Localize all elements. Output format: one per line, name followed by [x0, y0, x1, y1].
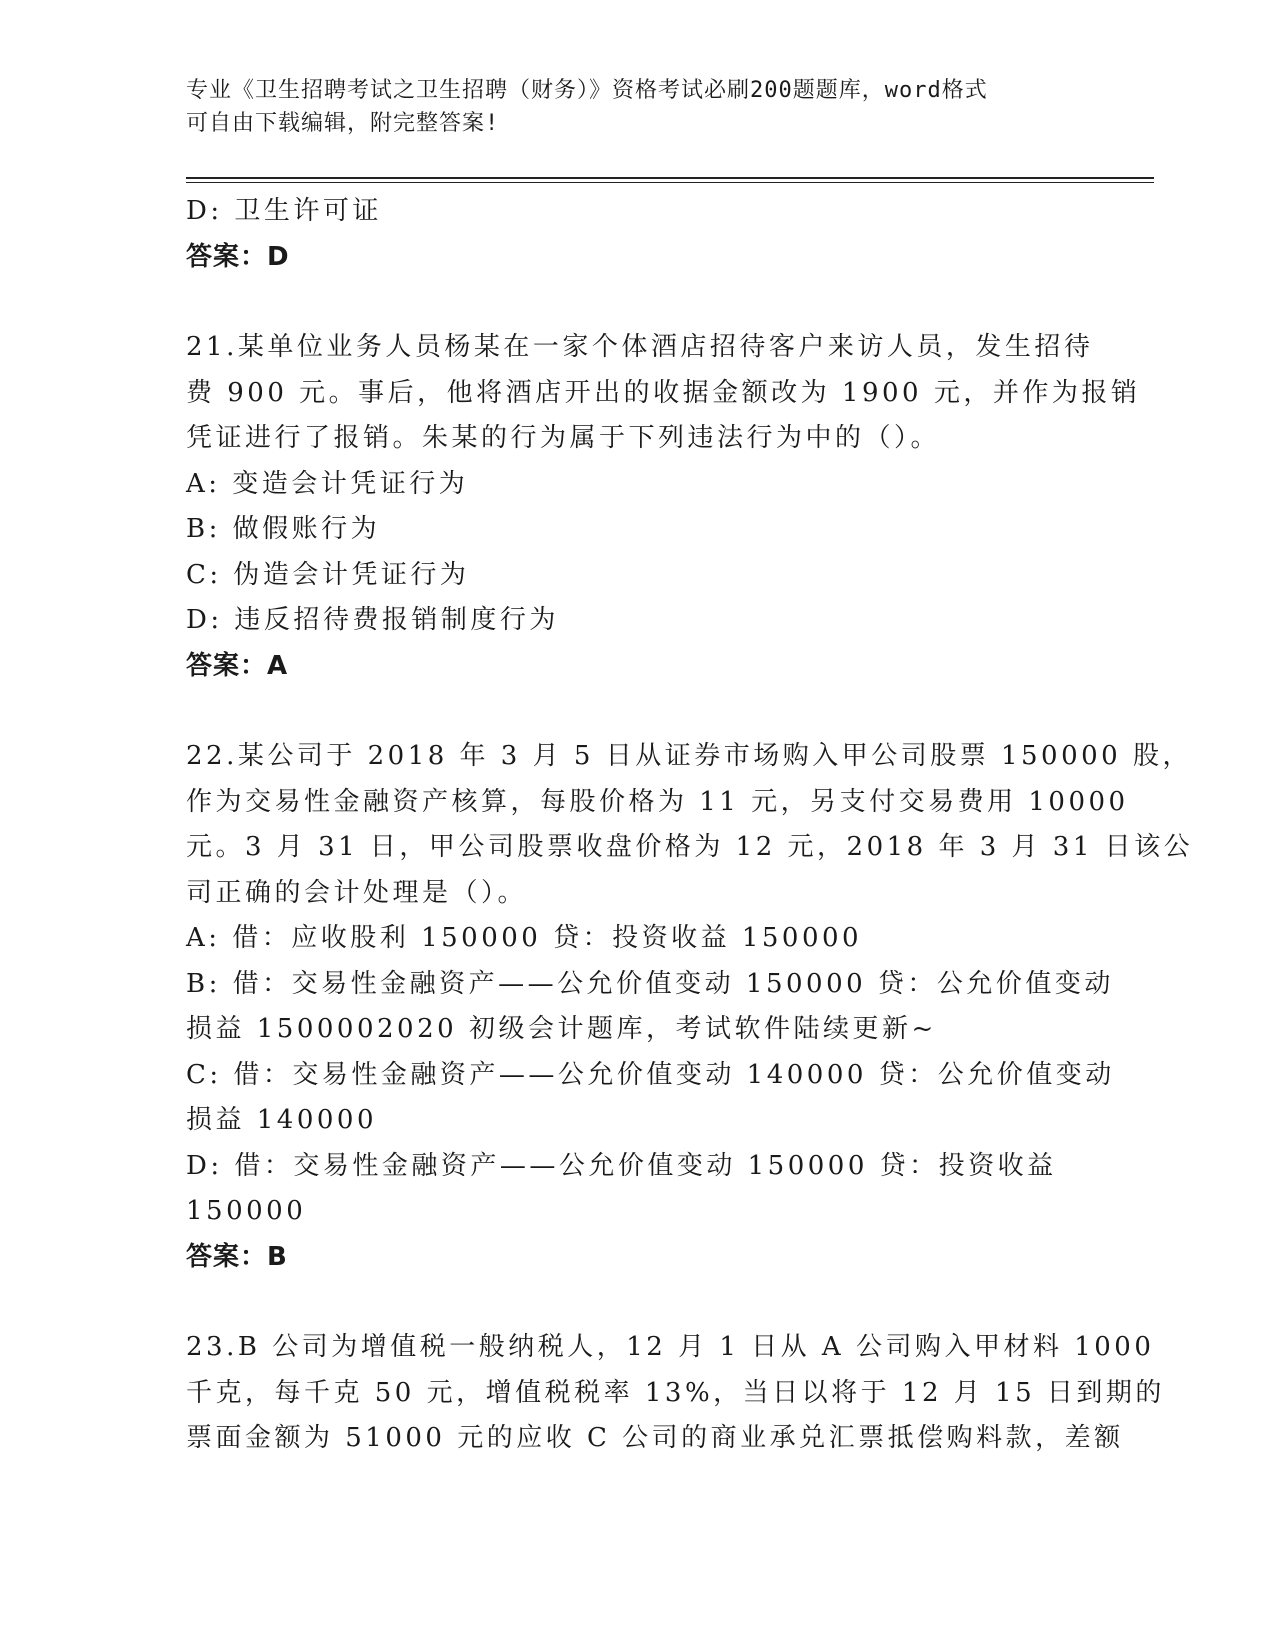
option-c-continued: 损益 140000 — [186, 1105, 378, 1135]
spacer — [186, 689, 1076, 734]
option-d: D: 违反招待费报销制度行为 — [186, 605, 559, 635]
option-a: A: 借：应收股利 150000 贷：投资收益 150000 — [186, 923, 863, 953]
option-c: C: 借：交易性金融资产——公允价值变动 140000 贷：公允价值变动 — [186, 1059, 1115, 1090]
question-text-line: 元。3 月 31 日，甲公司股票收盘价格为 12 元，2018 年 3 月 31 日该公 — [186, 832, 1194, 862]
previous-question-tail — [186, 189, 1076, 280]
option-a: A: 变造会计凭证行为 — [186, 468, 469, 499]
option-d: D: 借：交易性金融资产——公允价值变动 150000 贷：投资收益 — [186, 1150, 1057, 1181]
question-text-line: 22.某公司于 2018 年 3 月 5 日从证券市场购入甲公司股票 150000 股， — [186, 741, 1192, 771]
question-text-line: 费 900 元。事后，他将酒店开出的收据金额改为 1900 元，并作为报销 — [186, 377, 1141, 408]
question-text-line: 21.某单位业务人员杨某在一家个体酒店招待客户来访人员，发生招待 — [186, 332, 1094, 362]
document-body — [186, 189, 1194, 1462]
option-b: B: 做假账行为 — [186, 514, 381, 544]
option-b: B: 借：交易性金融资产——公允价值变动 150000 贷：公允价值变动 — [186, 968, 1114, 999]
spacer — [186, 1280, 1076, 1325]
answer-line: 答案：D — [186, 241, 290, 272]
question-text-line: 千克，每千克 50 元，增值税税率 13%，当日以将于 12 月 15 日到期的 — [186, 1377, 1165, 1408]
spacer — [186, 280, 1076, 325]
question-text-line: 作为交易性金融资产核算，每股价格为 11 元，另支付交易费用 10000 — [186, 786, 1129, 817]
question-22 — [186, 734, 1194, 1280]
header-divider-thick — [186, 177, 1154, 179]
answer-line: 答案：A — [186, 650, 289, 681]
header-title-line-1: 专业《卫生招聘考试之卫生招聘（财务）》资格考试必刷200题题库，word格式 — [186, 78, 988, 103]
question-text-line: 凭证进行了报销。朱某的行为属于下列违法行为中的（）。 — [186, 423, 941, 453]
answer-line: 答案：B — [186, 1241, 288, 1272]
question-text-line: 司正确的会计处理是（）。 — [186, 877, 528, 908]
question-text-line: 票面金额为 51000 元的应收 C 公司的商业承兑汇票抵偿购料款，差额 — [186, 1423, 1124, 1453]
header-title-line-2: 可自由下载编辑，附完整答案! — [186, 111, 500, 136]
question-23 — [186, 1325, 1165, 1462]
option-b-continued: 损益 1500002020 初级会计题库，考试软件陆续更新~ — [186, 1014, 937, 1044]
question-text-line: 23.B 公司为增值税一般纳税人，12 月 1 日从 A 公司购入甲材料 1000 — [186, 1332, 1155, 1362]
document-header — [186, 74, 1066, 140]
option-d: D: 卫生许可证 — [186, 196, 382, 226]
option-c: C: 伪造会计凭证行为 — [186, 559, 470, 590]
header-divider-thin — [186, 182, 1154, 183]
question-21 — [186, 325, 1141, 689]
option-d-continued: 150000 — [186, 1196, 307, 1226]
